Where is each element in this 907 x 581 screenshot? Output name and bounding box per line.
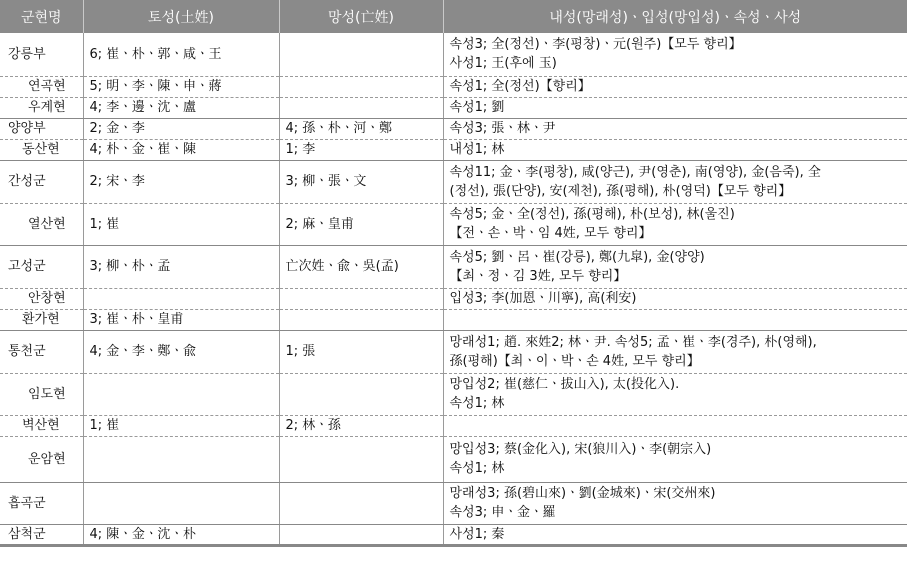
table-row [0, 203, 907, 245]
tosung-cell: 6; 崔ㆍ朴ㆍ郭ㆍ咸ㆍ王 [83, 33, 279, 76]
tosung-cell: 4; 朴ㆍ金ㆍ崔ㆍ陳 [83, 139, 279, 160]
naesung-line: 속성1; 林 [449, 461, 505, 476]
mangsung-cell [279, 33, 443, 76]
tosung-cell: 3; 崔ㆍ朴ㆍ皇甫 [83, 309, 279, 330]
tosung-cell: 1; 崔 [83, 415, 279, 436]
mangsung-cell: 3; 柳ㆍ張ㆍ文 [279, 160, 443, 203]
tosung-cell [83, 288, 279, 309]
naesung-line: 속성5; 金ㆍ全(정선), 孫(평해), 朴(보성), 林(울진) [449, 207, 735, 222]
table-row [0, 33, 907, 76]
mangsung-cell: 1; 張 [279, 330, 443, 373]
mangsung-cell [279, 482, 443, 524]
county-name: 양양부 [0, 118, 83, 139]
mangsung-cell: 亡次姓ㆍ兪ㆍ吳(孟) [279, 245, 443, 288]
mangsung-cell [279, 309, 443, 330]
mangsung-cell: 1; 李 [279, 139, 443, 160]
naesung-line: 사성1; 王(후에 玉) [449, 56, 557, 72]
tosung-cell: 3; 柳ㆍ朴ㆍ孟 [83, 245, 279, 288]
naesung-line: 속성3; 申ㆍ金ㆍ羅 [449, 505, 556, 520]
table-row [0, 330, 907, 373]
naesung-line: 속성11; 金ㆍ李(평창), 咸(양근), 尹(영춘), 南(영양), 金(음죽), 全 [449, 164, 821, 180]
naesung-line: 내성1; 林 [449, 142, 505, 157]
naesung-cell [443, 524, 907, 545]
naesung-cell [443, 97, 907, 118]
tosung-cell: 1; 崔 [83, 203, 279, 245]
naesung-cell [443, 245, 907, 288]
table-row [0, 436, 907, 482]
naesung-line: 입성3; 李(加恩ㆍ川寧), 高(利安) [449, 291, 637, 306]
county-name: 벽산현 [0, 415, 83, 436]
naesung-cell [443, 330, 907, 373]
tosung-cell: 4; 金ㆍ李ㆍ鄭ㆍ兪 [83, 330, 279, 373]
naesung-cell [443, 160, 907, 203]
naesung-cell [443, 203, 907, 245]
header-naesung: 내성(망래성)ㆍ입성(망입성)ㆍ속성ㆍ사성 [443, 0, 907, 33]
naesung-line: 【최ㆍ정ㆍ김 3姓, 모두 향리】 [449, 268, 627, 284]
mangsung-cell [279, 288, 443, 309]
naesung-line: 속성3; 全(정선)ㆍ李(평창)ㆍ元(원주)【모두 향리】 [449, 37, 742, 53]
county-name: 간성군 [0, 160, 83, 203]
tosung-cell [83, 482, 279, 524]
naesung-cell [443, 118, 907, 139]
naesung-cell [443, 415, 907, 436]
county-name: 열산현 [0, 203, 83, 245]
naesung-line: 속성5; 劉ㆍ呂ㆍ崔(강릉), 鄭(九皐), 金(양양) [449, 249, 705, 265]
county-name: 운암현 [0, 436, 83, 482]
table-row [0, 97, 907, 118]
naesung-cell [443, 139, 907, 160]
county-name: 임도현 [0, 373, 83, 415]
table-row [0, 118, 907, 139]
table-row [0, 482, 907, 524]
header-county: 군현명 [0, 0, 83, 33]
table-row [0, 309, 907, 330]
county-name: 강릉부 [0, 33, 83, 76]
table-row [0, 415, 907, 436]
table-row [0, 139, 907, 160]
county-name: 연곡현 [0, 76, 83, 97]
county-name: 고성군 [0, 245, 83, 288]
header-tosung: 토성(土姓) [83, 0, 279, 33]
tosung-cell: 4; 李ㆍ邊ㆍ沈ㆍ盧 [83, 97, 279, 118]
naesung-line: 속성1; 林 [449, 396, 505, 411]
naesung-cell [443, 436, 907, 482]
naesung-cell [443, 482, 907, 524]
naesung-cell [443, 373, 907, 415]
table-row [0, 245, 907, 288]
naesung-line: 망입성2; 崔(慈仁ㆍ拔山入), 太(投化入). [449, 377, 680, 392]
naesung-line: 망래성1; 趙. 來姓2; 林ㆍ尹. 속성5; 孟ㆍ崔ㆍ李(경주), 朴(영해), [449, 334, 817, 350]
mangsung-cell [279, 436, 443, 482]
county-name: 안창현 [0, 288, 83, 309]
county-name: 우계현 [0, 97, 83, 118]
mangsung-cell [279, 76, 443, 97]
header-mangsung: 망성(亡姓) [279, 0, 443, 33]
tosung-cell: 4; 陳ㆍ金ㆍ沈ㆍ朴 [83, 524, 279, 545]
county-name: 통천군 [0, 330, 83, 373]
mangsung-cell: 2; 麻ㆍ皇甫 [279, 203, 443, 245]
tosung-cell: 5; 明ㆍ李ㆍ陳ㆍ申ㆍ蔣 [83, 76, 279, 97]
naesung-line: 속성3; 張ㆍ林ㆍ尹 [449, 121, 556, 136]
naesung-line: 사성1; 秦 [449, 526, 505, 542]
naesung-line: 속성1; 劉 [449, 100, 505, 115]
table-row [0, 160, 907, 203]
mangsung-cell [279, 524, 443, 545]
tosung-cell: 2; 宋ㆍ李 [83, 160, 279, 203]
naesung-line: 【전ㆍ손ㆍ박ㆍ임 4姓, 모두 향리】 [449, 226, 652, 241]
naesung-cell [443, 309, 907, 330]
table-row [0, 76, 907, 97]
mangsung-cell [279, 97, 443, 118]
naesung-line: 망입성3; 蔡(金化入), 宋(狼川入)ㆍ李(朝宗入) [449, 442, 712, 457]
county-name: 환가현 [0, 309, 83, 330]
tosung-cell [83, 436, 279, 482]
header-row [0, 0, 907, 33]
mangsung-cell [279, 373, 443, 415]
county-name: 삼척군 [0, 524, 83, 545]
county-name: 동산현 [0, 139, 83, 160]
naesung-cell [443, 288, 907, 309]
table-row [0, 524, 907, 545]
mangsung-cell: 4; 孫ㆍ朴ㆍ河ㆍ鄭 [279, 118, 443, 139]
table-row [0, 288, 907, 309]
naesung-line: (정선), 張(단양), 安(제천), 孫(평해), 朴(영덕)【모두 향리】 [449, 183, 792, 199]
naesung-line: 속성1; 全(정선)【향리】 [449, 79, 591, 94]
naesung-line: 망래성3; 孫(碧山來)ㆍ劉(金城來)ㆍ宋(交州來) [449, 486, 716, 501]
county-name: 흡곡군 [0, 482, 83, 524]
tosung-cell: 2; 金ㆍ李 [83, 118, 279, 139]
naesung-cell [443, 76, 907, 97]
mangsung-cell: 2; 林ㆍ孫 [279, 415, 443, 436]
table-row [0, 373, 907, 415]
naesung-line: 孫(평해)【최ㆍ이ㆍ박ㆍ손 4姓, 모두 향리】 [449, 353, 700, 369]
tosung-cell [83, 373, 279, 415]
naesung-cell [443, 33, 907, 76]
